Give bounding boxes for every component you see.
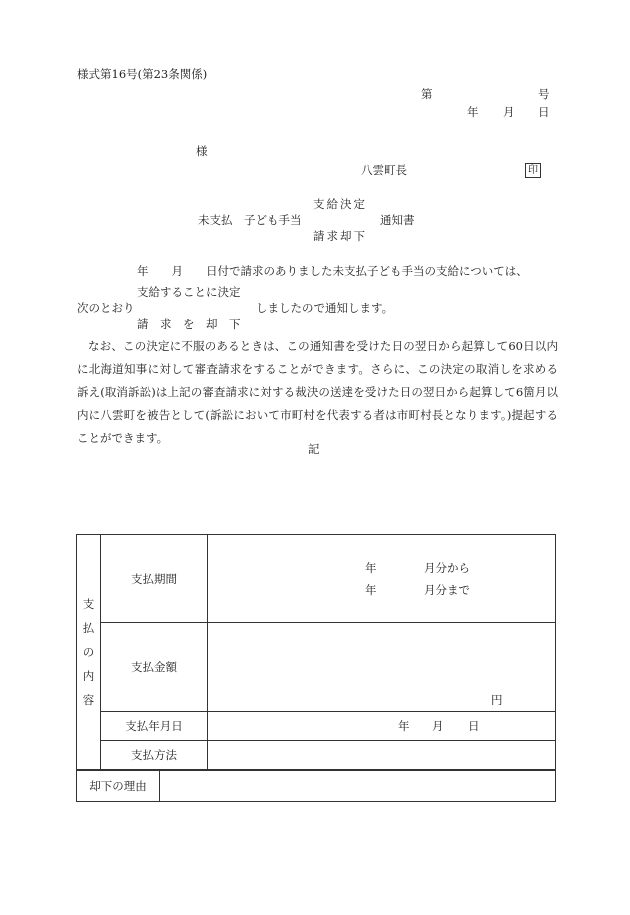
seal-mark: 印 bbox=[525, 163, 541, 178]
period-to-month: 月分まで bbox=[424, 583, 470, 597]
payment-table bbox=[76, 534, 556, 770]
ki-label: 記 bbox=[308, 442, 320, 456]
date-month: 月 bbox=[503, 105, 515, 119]
period-cell[interactable] bbox=[208, 535, 556, 623]
payment-date-day: 日 bbox=[468, 719, 480, 733]
addressee-suffix: 様 bbox=[196, 144, 208, 158]
section-label bbox=[77, 535, 101, 770]
date-day: 日 bbox=[538, 105, 550, 119]
number-prefix: 第 bbox=[421, 87, 433, 101]
payment-method-label: 支払方法 bbox=[101, 741, 208, 770]
period-from-year: 年 bbox=[365, 561, 377, 575]
body-lead: 次のとおり bbox=[77, 301, 135, 315]
body-tail: しましたので通知します。 bbox=[256, 301, 394, 315]
title-suffix: 通知書 bbox=[380, 213, 415, 227]
section-char: 払 bbox=[82, 621, 95, 635]
date-year: 年 bbox=[467, 105, 479, 119]
payment-date-month: 月 bbox=[432, 719, 444, 733]
title-option-top: 支給決定 bbox=[313, 197, 367, 211]
reason-table bbox=[76, 770, 556, 802]
period-to-year: 年 bbox=[365, 583, 377, 597]
payment-date-year: 年 bbox=[398, 719, 410, 733]
form-id: 様式第16号(第23条関係) bbox=[77, 67, 208, 81]
number-suffix: 号 bbox=[538, 87, 550, 101]
notice-paragraph: なお、この決定に不服のあるときは、この通知書を受けた日の翌日から起算して60日以内に北海道知事に対して審査請求をすることができます。さらに、この決定の取消しを求める訴え(取消訴訟)は上記の審査請求に対する裁決の送達を受けた日の翌日から起算して6箇月以内に八雲町を被告として(訴訟において市町村を代表する者は市町村長となります。)提起することができます。 bbox=[77, 339, 558, 445]
period-label: 支払期間 bbox=[101, 535, 208, 623]
payment-date-cell[interactable] bbox=[208, 712, 556, 741]
reason-cell[interactable] bbox=[160, 771, 556, 802]
body-option-bottom: 請 求 を 却 下 bbox=[137, 317, 241, 331]
section-char: 支 bbox=[82, 597, 95, 611]
payment-method-cell[interactable] bbox=[208, 741, 556, 770]
amount-cell[interactable] bbox=[208, 623, 556, 712]
amount-unit: 円 bbox=[491, 693, 503, 707]
title-option-bottom: 請求却下 bbox=[313, 229, 367, 243]
section-char: 容 bbox=[82, 693, 95, 707]
body-line1: 年 月 日付で請求のありました未支払子ども手当の支給については、 bbox=[137, 264, 528, 278]
title-main: 未支払 子ども手当 bbox=[198, 213, 302, 227]
payment-date-label: 支払年月日 bbox=[101, 712, 208, 741]
section-char: 内 bbox=[82, 669, 95, 683]
amount-label: 支払金額 bbox=[101, 623, 208, 712]
section-char: の bbox=[82, 645, 95, 659]
body-option-top: 支給することに決定 bbox=[137, 285, 241, 299]
reason-label: 却下の理由 bbox=[77, 771, 160, 802]
period-from-month: 月分から bbox=[424, 561, 470, 575]
issuer-name: 八雲町長 bbox=[361, 163, 407, 177]
